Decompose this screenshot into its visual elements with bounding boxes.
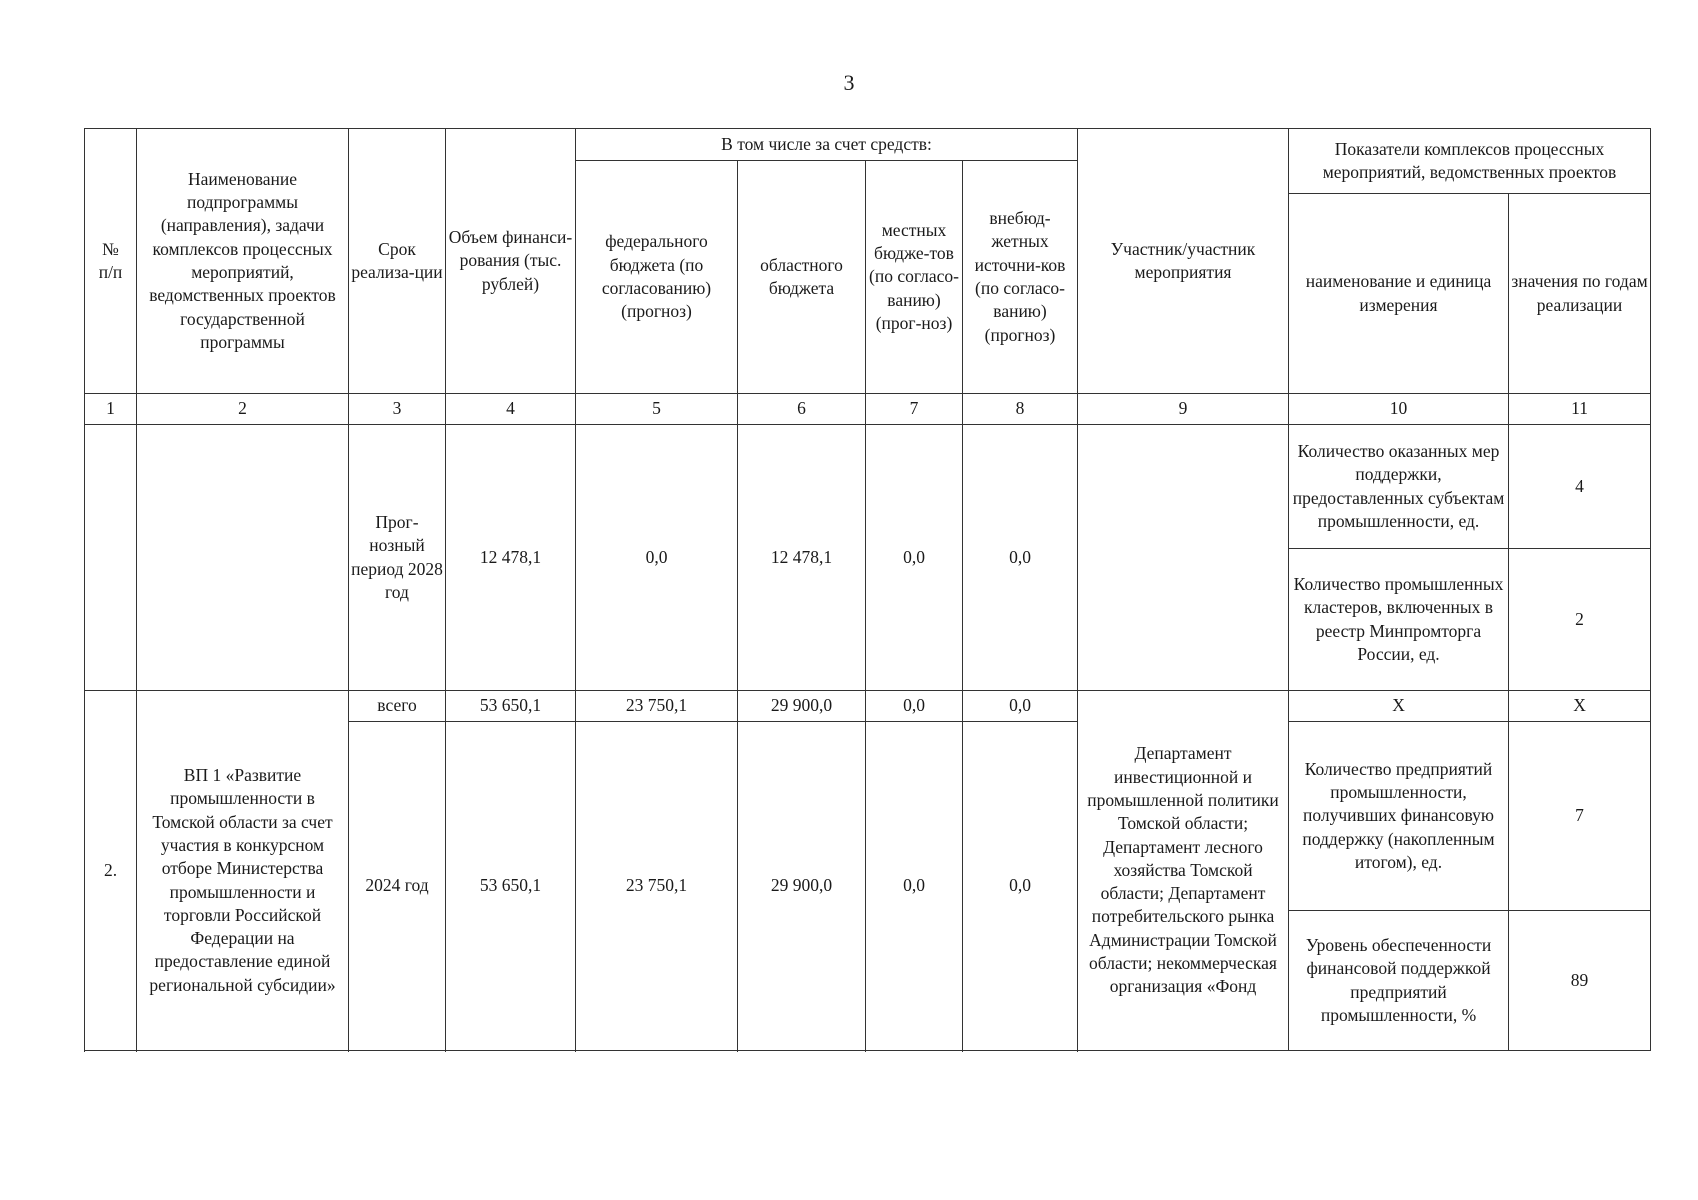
forecast-name (137, 425, 349, 691)
colnum-5: 5 (576, 394, 738, 425)
header-federal: федерального бюджета (по согласованию) (прогноз) (576, 161, 738, 394)
forecast-volume: 12 478,1 (446, 425, 576, 691)
forecast-participant (1078, 425, 1289, 691)
row2-indicator-2-name: Уровень обеспеченности финансовой поддержкой предприятий промышленности, % (1289, 911, 1509, 1051)
forecast-indicator-1-value: 4 (1509, 425, 1651, 549)
row2-total-ind-name: X (1289, 691, 1509, 722)
row2-indicator-1-value: 7 (1509, 722, 1651, 911)
colnum-3: 3 (349, 394, 446, 425)
row2-total-regional: 29 900,0 (738, 691, 866, 722)
row2-2024-federal: 23 750,1 (576, 722, 738, 1051)
row2-total-volume: 53 650,1 (446, 691, 576, 722)
row2-total-term: всего (349, 691, 446, 722)
row2-num: 2. (85, 691, 137, 1051)
colnum-6: 6 (738, 394, 866, 425)
colnum-1: 1 (85, 394, 137, 425)
forecast-regional: 12 478,1 (738, 425, 866, 691)
row2-2024-local: 0,0 (866, 722, 963, 1051)
row2-total-federal: 23 750,1 (576, 691, 738, 722)
header-indicators-group: Показатели комплексов процессных мероприятий, ведомственных проектов (1289, 129, 1651, 194)
row2-total-ind-value: X (1509, 691, 1651, 722)
row2-2024-term: 2024 год (349, 722, 446, 1051)
row2-indicator-1-name: Количество предприятий промышленности, получивших финансовую поддержку (накопленным итогом), ед. (1289, 722, 1509, 911)
header-participant: Участник/участник мероприятия (1078, 129, 1289, 394)
forecast-indicator-2-name: Количество промышленных кластеров, включенных в реестр Минпромторга России, ед. (1289, 549, 1509, 691)
header-term: Срок реализа-ции (349, 129, 446, 394)
colnum-4: 4 (446, 394, 576, 425)
header-incl-group: В том числе за счет средств: (576, 129, 1078, 161)
colnum-8: 8 (963, 394, 1078, 425)
page-number: 3 (843, 70, 855, 95)
row2-name: ВП 1 «Развитие промышленности в Томской области за счет участия в конкурсном отборе Министерства промышленности и торговли Российской Федерации на предоставление единой региональной субсидии» (137, 691, 349, 1051)
colnum-10: 10 (1289, 394, 1509, 425)
row2-total-local: 0,0 (866, 691, 963, 722)
row2-2024-volume: 53 650,1 (446, 722, 576, 1051)
header-num: № п/п (85, 129, 137, 394)
row2-total (85, 691, 1651, 722)
header-ind-name: наименование и единица измерения (1289, 194, 1509, 394)
forecast-num (85, 425, 137, 691)
header-name: Наименование подпрограммы (направления), задачи комплексов процессных мероприятий, ведомственных проектов государственной программы (137, 129, 349, 394)
header-volume: Объем финанси-рования (тыс. рублей) (446, 129, 576, 394)
header-regional: областного бюджета (738, 161, 866, 394)
forecast-extra: 0,0 (963, 425, 1078, 691)
colnum-7: 7 (866, 394, 963, 425)
header-row-1 (85, 129, 1651, 161)
row2-participant: Департамент инвестиционной и промышленной политики Томской области; Департамент лесного хозяйства Томской области; Департамент потребительского рынка Администрации Томской области; некоммерческая организация «Фонд (1078, 691, 1289, 1051)
row2-2024-extra: 0,0 (963, 722, 1078, 1051)
forecast-local: 0,0 (866, 425, 963, 691)
colnum-11: 11 (1509, 394, 1651, 425)
header-extra: внебюд-жетных источни-ков (по согласо-ванию) (прогноз) (963, 161, 1078, 394)
forecast-indicator-2-value: 2 (1509, 549, 1651, 691)
row2-2024-regional: 29 900,0 (738, 722, 866, 1051)
colnum-2: 2 (137, 394, 349, 425)
header-local: местных бюдже-тов (по согласо-ванию) (прог-ноз) (866, 161, 963, 394)
program-table (84, 128, 1651, 1051)
colnum-9: 9 (1078, 394, 1289, 425)
forecast-term: Прог-нозный период 2028 год (349, 425, 446, 691)
forecast-federal: 0,0 (576, 425, 738, 691)
row2-indicator-2-value: 89 (1509, 911, 1651, 1051)
column-numbers-row (85, 394, 1651, 425)
forecast-row-a (85, 425, 1651, 549)
row2-total-extra: 0,0 (963, 691, 1078, 722)
header-ind-values: значения по годам реализации (1509, 194, 1651, 394)
forecast-indicator-1-name: Количество оказанных мер поддержки, предоставленных субъектам промышленности, ед. (1289, 425, 1509, 549)
